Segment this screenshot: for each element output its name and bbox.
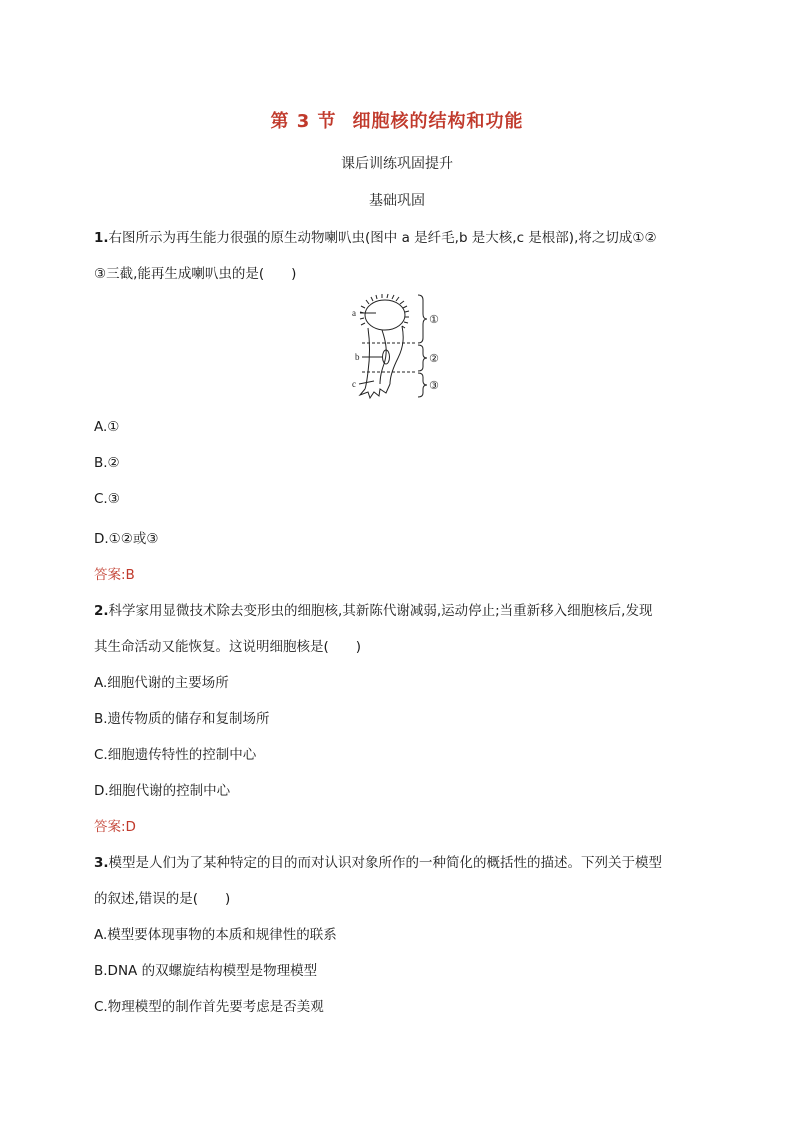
q1-option-d: D.①②或③ (94, 531, 159, 547)
label-c: c (352, 379, 356, 389)
q1-option-a: A.① (94, 419, 120, 435)
q2-answer: 答案:D (94, 819, 136, 835)
q1-option-c: C.③ (94, 491, 120, 507)
q2-option-c: C.细胞遗传特性的控制中心 (94, 747, 257, 763)
q2-option-b: B.遗传物质的储存和复制场所 (94, 711, 270, 727)
label-b: b (355, 352, 360, 362)
question-3-line-2: 的叙述,错误的是( ) (94, 891, 231, 907)
question-1-line-1 (94, 226, 657, 246)
question-text: 模型是人们为了某种特定的目的而对认识对象所作的一种简化的概括性的描述。下列关于模型 (108, 855, 663, 871)
question-text: 科学家用显微技术除去变形虫的细胞核,其新陈代谢减弱,运动停止;当重新移入细胞核后,发现 (108, 603, 653, 619)
section-number: 第 3 节 (270, 111, 337, 132)
q3-option-c: C.物理模型的制作首先要考虑是否美观 (94, 999, 324, 1015)
question-number: 3. (94, 855, 109, 871)
trumpet-animal-figure (346, 292, 448, 404)
q2-option-a: A.细胞代谢的主要场所 (94, 675, 229, 691)
body-left-edge (365, 328, 370, 389)
question-2-line-1 (94, 599, 652, 619)
q3-option-b: B.DNA 的双螺旋结构模型是物理模型 (94, 963, 318, 979)
brace-2 (418, 345, 427, 371)
segment-3-label: ③ (429, 379, 439, 392)
segment-1-label: ① (429, 313, 439, 326)
page-subtitle: 课后训练巩固提升 (341, 156, 453, 172)
question-text: 右图所示为再生能力很强的原生动物喇叭虫(图中 a 是纤毛,b 是大核,c 是根部),将之切成①② (108, 230, 657, 246)
q2-option-d: D.细胞代谢的控制中心 (94, 783, 231, 799)
label-a: a (352, 308, 356, 318)
question-number: 2. (94, 603, 109, 619)
page-title (0, 107, 794, 133)
question-number: 1. (94, 230, 109, 246)
q1-option-b: B.② (94, 455, 120, 471)
section-heading: 基础巩固 (369, 193, 425, 209)
q1-answer: 答案:B (94, 567, 135, 583)
q3-option-a: A.模型要体现事物的本质和规律性的联系 (94, 927, 337, 943)
oral-disc (365, 300, 405, 330)
question-1-line-2: ③三截,能再生成喇叭虫的是( ) (94, 266, 297, 282)
section-topic: 细胞核的结构和功能 (352, 111, 524, 132)
body-right-edge (390, 326, 403, 384)
question-3-line-1 (94, 851, 662, 871)
question-2-line-2: 其生命活动又能恢复。这说明细胞核是( ) (94, 639, 362, 655)
segment-2-label: ② (429, 352, 439, 365)
brace-1 (418, 295, 427, 343)
brace-3 (418, 373, 427, 397)
root-part (360, 384, 390, 398)
